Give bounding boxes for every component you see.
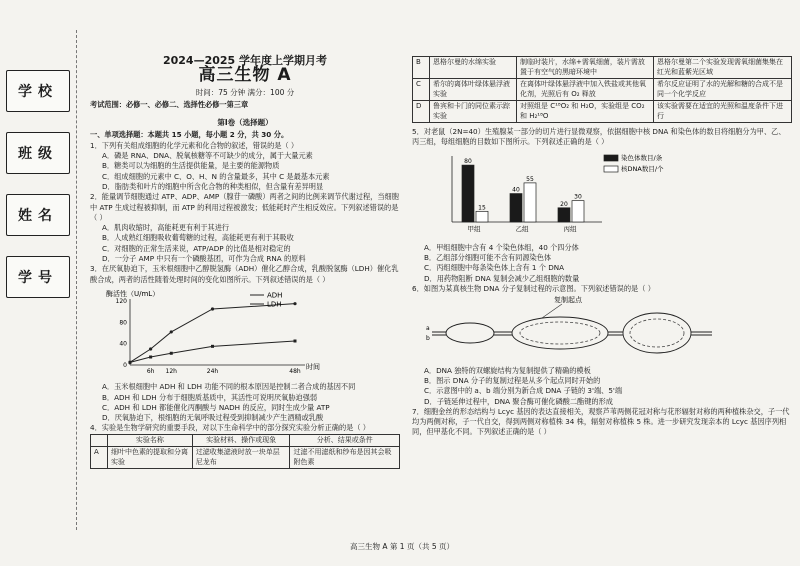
q3-stem: 3．在厌氧胁迫下，玉米根细胞中乙醇脱氢酶（ADH）催化乙醇合成，乳酸脱氢酶（LDH）催化乳酸合成，两者的活性随着处理时间的变化如图所示。下列叙述错误的是（ ）	[90, 264, 399, 284]
student-id-field[interactable]: 学号	[6, 256, 70, 298]
q6-option-d: D．子链延伸过程中，DNA 聚合酶可催化磷酸二酯键的形成	[424, 396, 613, 406]
table-header-row	[91, 434, 400, 447]
strand-end-a: a	[426, 325, 430, 333]
page-footer: 高三生物 A 第 1 页（共 5 页）	[350, 542, 454, 551]
legend-swatch	[604, 166, 618, 172]
header-experiment: 实验名称	[108, 434, 193, 447]
q4-stem: 4．实验是生物学研究的重要手段，对以下生命科学中的部分探究实验分析正确的是（ ）	[90, 423, 370, 433]
q2-option-b: B．人成熟红细胞吸收葡萄糖的过程，高能耗更有利于其吸收	[102, 233, 294, 243]
series-line	[130, 304, 295, 363]
data-point	[211, 307, 214, 310]
bar	[572, 200, 584, 221]
data-label: 20	[560, 200, 568, 208]
table-row: D 鲁宾和卡门的同位素示踪实验 对照组是 C¹⁸O₂ 和 H₂O，实验组是 CO₂ 和 H₂¹⁸O 该实验需要在适宜的光照和温度条件下进行	[413, 101, 792, 123]
bar	[476, 211, 488, 222]
data-point	[170, 330, 173, 333]
bar	[462, 165, 474, 222]
seal-line	[76, 30, 77, 530]
x-tick-label: 48h	[289, 367, 301, 375]
bar	[524, 182, 536, 221]
bar	[510, 193, 522, 221]
student-info-sidebar	[6, 70, 70, 318]
data-point	[294, 339, 297, 342]
table-row: B 恩格尔曼的水绵实验 制临时装片，水绵+需氧细菌，装片需放置于有空气的黑暗环境中 恩格尔曼第二个实验发现需氧细菌集集在红光和蓝紫光区域	[413, 57, 792, 79]
q1-option-a: A．磷是 RNA、DNA、脱氧核糖等不可缺少的成分，属于大量元素	[102, 151, 313, 161]
q5-option-c: C．丙组细胞中每条染色体上含有 1 个 DNA	[424, 263, 565, 273]
q6-option-c: C．示意图中的 a、b 端分别为新合成 DNA 子链的 3'端、5'端	[424, 386, 623, 396]
replication-bubble	[512, 317, 608, 349]
q3-option-a: A．玉米根细胞中 ADH 和 LDH 功能不同的根本原因是控制二者合成的基因不同	[102, 382, 356, 392]
q4-table-continued	[412, 56, 792, 123]
data-point	[129, 361, 132, 364]
name-field[interactable]: 姓名	[6, 194, 70, 236]
category-label: 甲组	[467, 224, 481, 233]
q2-stem: 2．能量调节细胞通过 ATP、ADP、AMP（腺苷一磷酸）两者之间的比例来调节代谢过程，当细胞中 ATP 生成过程被抑制，而 ATP 的利用过程被激发；低能耗时产生相反效应。下列叙述错误的是（ ）	[90, 192, 399, 222]
y-tick-label: 0	[123, 361, 127, 369]
q1-option-d: D．脂肪类和叶片的细胞中所含化合物的种类相似，但含量有差异明显	[102, 181, 324, 191]
left-column	[90, 56, 400, 469]
q1-stem: 1．下列有关组成细胞的化学元素和化合物的叙述，错误的是（ ）	[90, 140, 299, 150]
data-label: 40	[512, 186, 520, 194]
strand-end-b: b	[426, 335, 430, 343]
data-point	[170, 352, 173, 355]
q3-option-d: D．厌氧胁迫下，根细胞的无氧呼吸过程受到抑制减少产生酒精或乳酸	[102, 413, 324, 423]
enzyme-activity-chart	[100, 287, 340, 377]
data-point	[211, 345, 214, 348]
y-tick-label: 40	[119, 340, 127, 348]
exam-scope: 考试范围：必修一、必修二、选择性必修一第三章	[90, 100, 249, 110]
legend-swatch	[604, 155, 618, 161]
data-label: 55	[526, 175, 534, 183]
legend-entry: ADH	[267, 291, 283, 300]
school-field[interactable]: 学校	[6, 70, 70, 112]
q2-option-a: A．肌肉收缩时，高能耗更有利于其进行	[102, 223, 230, 233]
x-tick-label: 6h	[146, 367, 155, 375]
q6-stem: 6．如图为某真核生物 DNA 分子复制过程的示意图。下列叙述错误的是（ ）	[412, 284, 655, 294]
dna-replication-diagram	[422, 294, 722, 362]
exam-meta: 时间：75 分钟 满分：100 分	[195, 88, 295, 98]
q5-option-d: D．用药物阻断 DNA 复制会减少乙组细胞的数量	[424, 273, 580, 283]
x-tick-label: 12h	[165, 367, 177, 375]
data-point	[149, 355, 152, 358]
legend-entry: 染色体数目/条	[621, 153, 663, 162]
q6-option-b: B．图示 DNA 分子的复制过程是从多个起点同时开始的	[424, 375, 601, 385]
category-label: 丙组	[563, 224, 577, 233]
replication-origin-label: 复制起点	[554, 296, 582, 305]
class-field[interactable]: 班级	[6, 132, 70, 174]
data-label: 80	[464, 157, 472, 165]
chart1-ylabel: 酶活性（U/mL）	[106, 289, 160, 298]
q1-option-b: B．糖类可以为细胞的生活提供能量，是主要的能源物质	[102, 161, 280, 171]
part-title: 第Ⅰ卷（选择题）	[217, 118, 273, 128]
header-analysis: 分析、结果或条件	[290, 434, 400, 447]
replication-bubble	[446, 323, 494, 343]
bar	[558, 207, 570, 221]
q2-option-d: D．一分子 AMP 中只有一个磷酸基团，可作为合成 RNA 的原料	[102, 254, 306, 264]
right-column	[412, 56, 792, 438]
header-materials: 实验材料、操作或现象	[192, 434, 290, 447]
q5-option-b: B．乙组部分细胞可能不含有同源染色体	[424, 253, 552, 263]
q5-stem: 5．对老鼠（2N=40）生殖腺某一部分的切片进行显微观察，依据细胞中核 DNA 和染色体的数目将细胞分为甲、乙、丙三组，每组细胞的目数如下图所示。下列叙述正确的是（ ）	[412, 127, 786, 147]
category-label: 乙组	[515, 224, 529, 233]
data-label: 15	[478, 203, 486, 211]
q1-option-c: C．组成细胞的元素中 C、O、H、N 的含量最多，其中 C 是最基本元素	[102, 171, 330, 181]
data-point	[149, 347, 152, 350]
q6-option-a: A．DNA 独特的双螺旋结构为复制提供了精确的模板	[424, 365, 591, 375]
legend-entry: 核DNA数目/个	[621, 164, 664, 173]
exam-subject: 高三生物 A	[198, 65, 292, 86]
cell-group-bar-chart	[432, 150, 672, 238]
q7-stem: 7．细胞金丝的形态结构与 Lcyc 基因的表达直接相关，观察芦苇两侧花冠对称与花形辐射对称的两种植株杂交，子一代均为两侧对称，子一代自交，得到两侧对称植株 34 株，辐射对称植株 5 株。进一步研究发现亲本的 Lcyc 基因序列相同，但甲基化不同。下列叙述正确的是（ ）	[412, 406, 790, 437]
table-row: A 细叶中色素的提取和分离实验 过滤收集滤液时放一块单层尼龙布 过滤不用滤纸和纱布是因其会吸附色素	[91, 447, 400, 469]
label-pointer	[542, 304, 562, 318]
x-tick-label: 24h	[206, 367, 219, 375]
legend-entry: LDH	[267, 300, 282, 309]
q3-option-b: B．ADH 和 LDH 分布于细胞质基质中，其活性可说明厌氧胁迫强弱	[102, 392, 318, 402]
y-tick-label: 120	[115, 297, 127, 305]
section-heading: 一、单项选择题：本题共 15 小题，每小题 2 分，共 30 分。	[90, 130, 289, 140]
q2-option-c: C．对细胞的正常生活来说，ATP/ADP 的比值是相对稳定的	[102, 243, 291, 253]
q3-option-c: C．ADH 和 LDH 都能催化丙酮酸与 NADH 的反应，同时生成少量 ATP	[102, 402, 330, 412]
y-tick-label: 80	[119, 319, 127, 327]
data-label: 30	[574, 193, 582, 201]
series-line	[130, 341, 295, 362]
table-row: C 希尔的离体叶绿体悬浮液实验 在离体叶绿体悬浮液中加入铁盐或其他氧化剂，光照后有 O₂ 释放 希尔反应证明了水的光解和糖的合成不是同一个化学反应	[413, 79, 792, 101]
chart1-xlabel: 时间	[306, 362, 320, 371]
exam-title: 2024—2025 学年度上学期月考	[162, 54, 328, 67]
data-point	[293, 302, 296, 305]
q4-table-top	[90, 434, 400, 470]
q5-option-a: A．甲组细胞中含有 4 个染色体组，40 个四分体	[424, 242, 579, 252]
